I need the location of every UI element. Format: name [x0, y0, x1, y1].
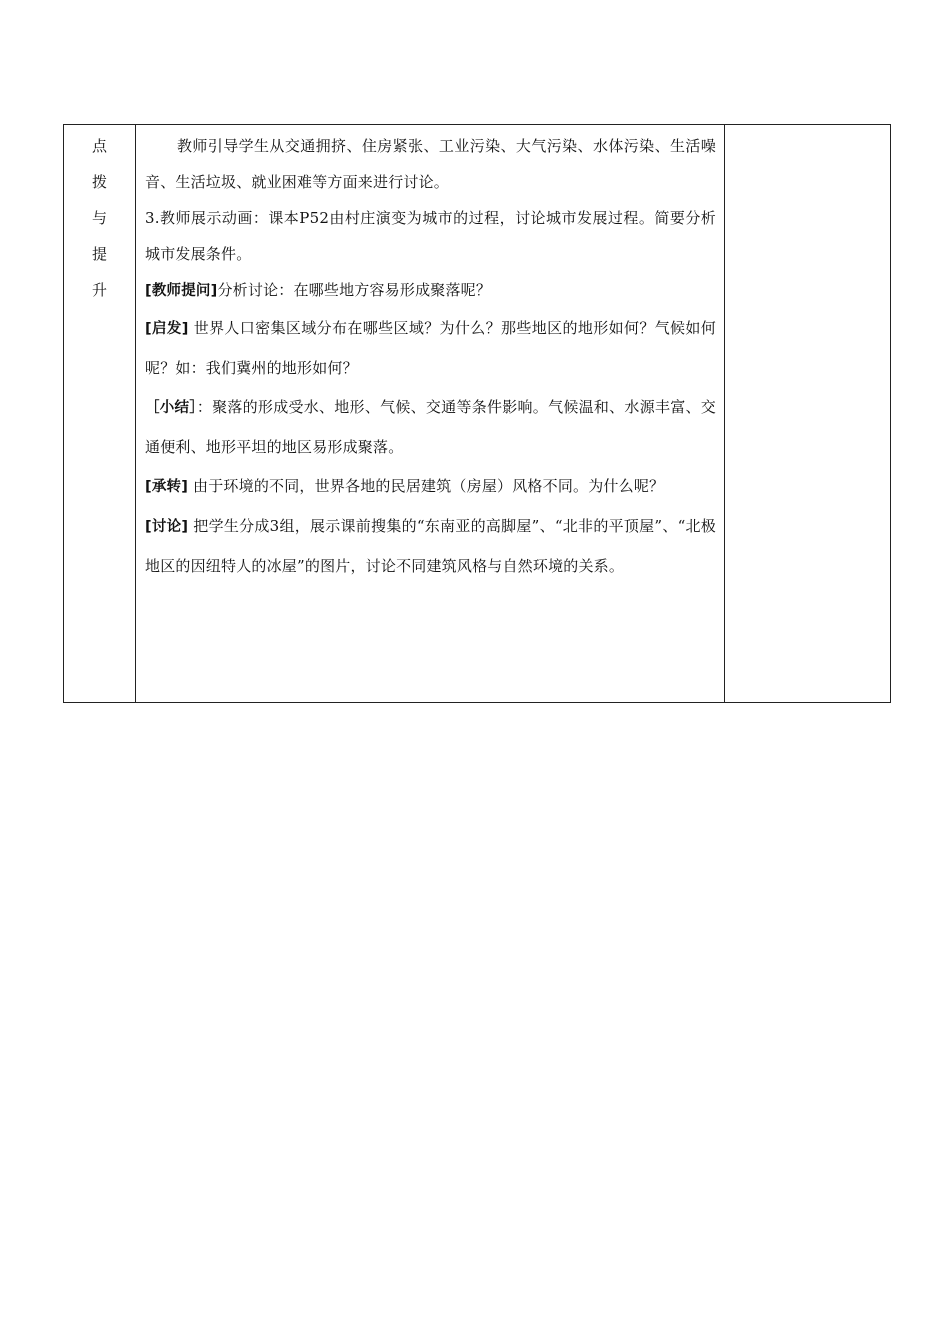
notes-cell	[725, 125, 890, 702]
text-transition: 由于环境的不同，世界各地的民居建筑（房屋）风格不同。为什么呢？	[188, 477, 665, 495]
paragraph-transition	[145, 467, 716, 507]
section-label-char: 提	[91, 245, 107, 263]
paragraph-discussion-topics: 教师引导学生从交通拥挤、住房紧张、工业污染、大气污染、水体污染、生活噪音、生活垃圾、就业困难等方面来进行讨论。	[145, 137, 716, 191]
section-label-char: 拨	[91, 173, 107, 191]
text-summary: ：聚落的形成受水、地形、气候、交通等条件影响。气候温和、水源丰富、交通便利、地形平坦的地区易形成聚落。	[145, 398, 716, 456]
paragraph-animation: 3.教师展示动画：课本P52由村庄演变为城市的过程，讨论城市发展过程。简要分析城市发展条件。	[145, 209, 716, 263]
section-label-cell	[64, 125, 136, 702]
paragraph-inspiration	[145, 309, 716, 388]
label-transition: [承转]	[145, 479, 189, 495]
lesson-table	[63, 124, 891, 703]
label-inspiration: [启发]	[145, 321, 189, 337]
paragraph-summary	[145, 388, 716, 467]
section-label-char: 点	[91, 137, 107, 155]
paragraph-discussion	[145, 507, 716, 586]
text-discussion: 把学生分成3组，展示课前搜集的“东南亚的高脚屋”、“北非的平顶屋”、“北极地区的因纽特人的冰屋”的图片，讨论不同建筑风格与自然环境的关系。	[145, 517, 716, 575]
text-inspiration: 世界人口密集区域分布在哪些区域？为什么？那些地区的地形如何？气候如何呢？如：我们冀州的地形如何？	[145, 319, 716, 377]
text-teacher-question: 分析讨论：在哪些地方容易形成聚落呢？	[217, 281, 492, 299]
label-summary: ［小结］	[145, 400, 197, 416]
paragraph-teacher-question	[145, 272, 716, 309]
content-cell	[136, 125, 725, 702]
section-label-char: 升	[91, 281, 107, 299]
label-discussion: [讨论]	[145, 519, 189, 535]
section-label-char: 与	[91, 209, 107, 227]
label-teacher-question: [教师提问]	[145, 283, 218, 299]
